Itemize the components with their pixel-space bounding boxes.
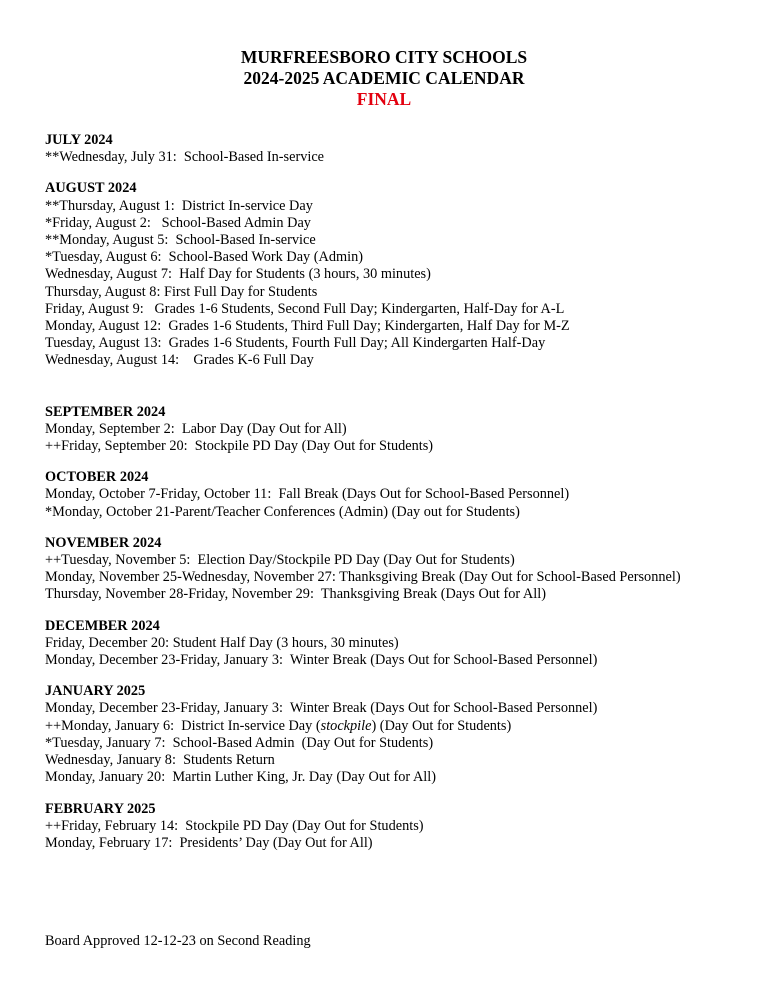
event-line: ++Monday, January 6: District In-service Day (stockpile) (Day Out for Students) (45, 717, 512, 734)
event-line: *Monday, October 21-Parent/Teacher Conferences (Admin) (Day out for Students) (45, 503, 520, 520)
district-title: MURFREESBORO CITY SCHOOLS (240, 47, 528, 67)
event-line: Monday, August 12: Grades 1-6 Students, Third Full Day; Kindergarten, Half Day for M-Z (45, 318, 570, 335)
event-line: Wednesday, January 8: Students Return (45, 752, 275, 769)
document-header (0, 47, 768, 110)
event-line: *Tuesday, August 6: School-Based Work Day (Admin) (45, 249, 364, 266)
section-title-september-2024: SEPTEMBER 2024 (45, 403, 166, 420)
event-line: Monday, December 23-Friday, January 3: Winter Break (Days Out for School-Based Personnel) (45, 652, 598, 669)
calendar-content (45, 132, 760, 852)
event-line: ++Friday, February 14: Stockpile PD Day (Day Out for Students) (45, 817, 424, 834)
event-line: Wednesday, August 7: Half Day for Students (3 hours, 30 minutes) (45, 266, 431, 283)
event-line: Thursday, November 28-Friday, November 29: Thanksgiving Break (Days Out for All) (45, 586, 546, 603)
event-line: Friday, December 20: Student Half Day (3 hours, 30 minutes) (45, 634, 399, 651)
section-title-november-2024: NOVEMBER 2024 (45, 534, 162, 551)
event-line: **Thursday, August 1: District In-service Day (45, 197, 313, 214)
section-title-october-2024: OCTOBER 2024 (45, 469, 149, 486)
event-line: Monday, January 20: Martin Luther King, Jr. Day (Day Out for All) (45, 769, 436, 786)
event-line: ++Tuesday, November 5: Election Day/Stockpile PD Day (Day Out for Students) (45, 552, 515, 569)
event-line: Monday, February 17: Presidents’ Day (Day Out for All) (45, 834, 373, 851)
event-line: **Monday, August 5: School-Based In-service (45, 232, 316, 249)
section-title-august-2024: AUGUST 2024 (45, 180, 137, 197)
event-line: Monday, December 23-Friday, January 3: Winter Break (Days Out for School-Based Personnel) (45, 700, 598, 717)
calendar-title: 2024-2025 ACADEMIC CALENDAR (243, 68, 525, 88)
event-line: Friday, August 9: Grades 1-6 Students, Second Full Day; Kindergarten, Half-Day for A-L (45, 300, 565, 317)
event-line: **Wednesday, July 31: School-Based In-service (45, 149, 325, 166)
event-line: ++Friday, September 20: Stockpile PD Day (Day Out for Students) (45, 438, 434, 455)
event-line: *Friday, August 2: School-Based Admin Day (45, 214, 311, 231)
event-line: *Tuesday, January 7: School-Based Admin (Day Out for Students) (45, 734, 434, 751)
board-approval-note: Board Approved 12-12-23 on Second Reading (45, 933, 311, 949)
event-line: Thursday, August 8: First Full Day for Students (45, 283, 318, 300)
event-line: Monday, November 25-Wednesday, November 27: Thanksgiving Break (Day Out for School-Based Personnel) (45, 569, 681, 586)
event-line: Tuesday, August 13: Grades 1-6 Students, Fourth Full Day; All Kindergarten Half-Day (45, 335, 546, 352)
section-title-january-2025: JANUARY 2025 (45, 683, 146, 700)
event-line: Wednesday, August 14: Grades K-6 Full Day (45, 352, 314, 369)
final-status: FINAL (356, 89, 412, 109)
section-title-july-2024: JULY 2024 (45, 132, 113, 148)
section-title-december-2024: DECEMBER 2024 (45, 617, 160, 634)
event-line: Monday, September 2: Labor Day (Day Out for All) (45, 420, 347, 437)
section-title-february-2025: FEBRUARY 2025 (45, 800, 156, 817)
event-line: Monday, October 7-Friday, October 11: Fall Break (Days Out for School-Based Personnel) (45, 486, 570, 503)
